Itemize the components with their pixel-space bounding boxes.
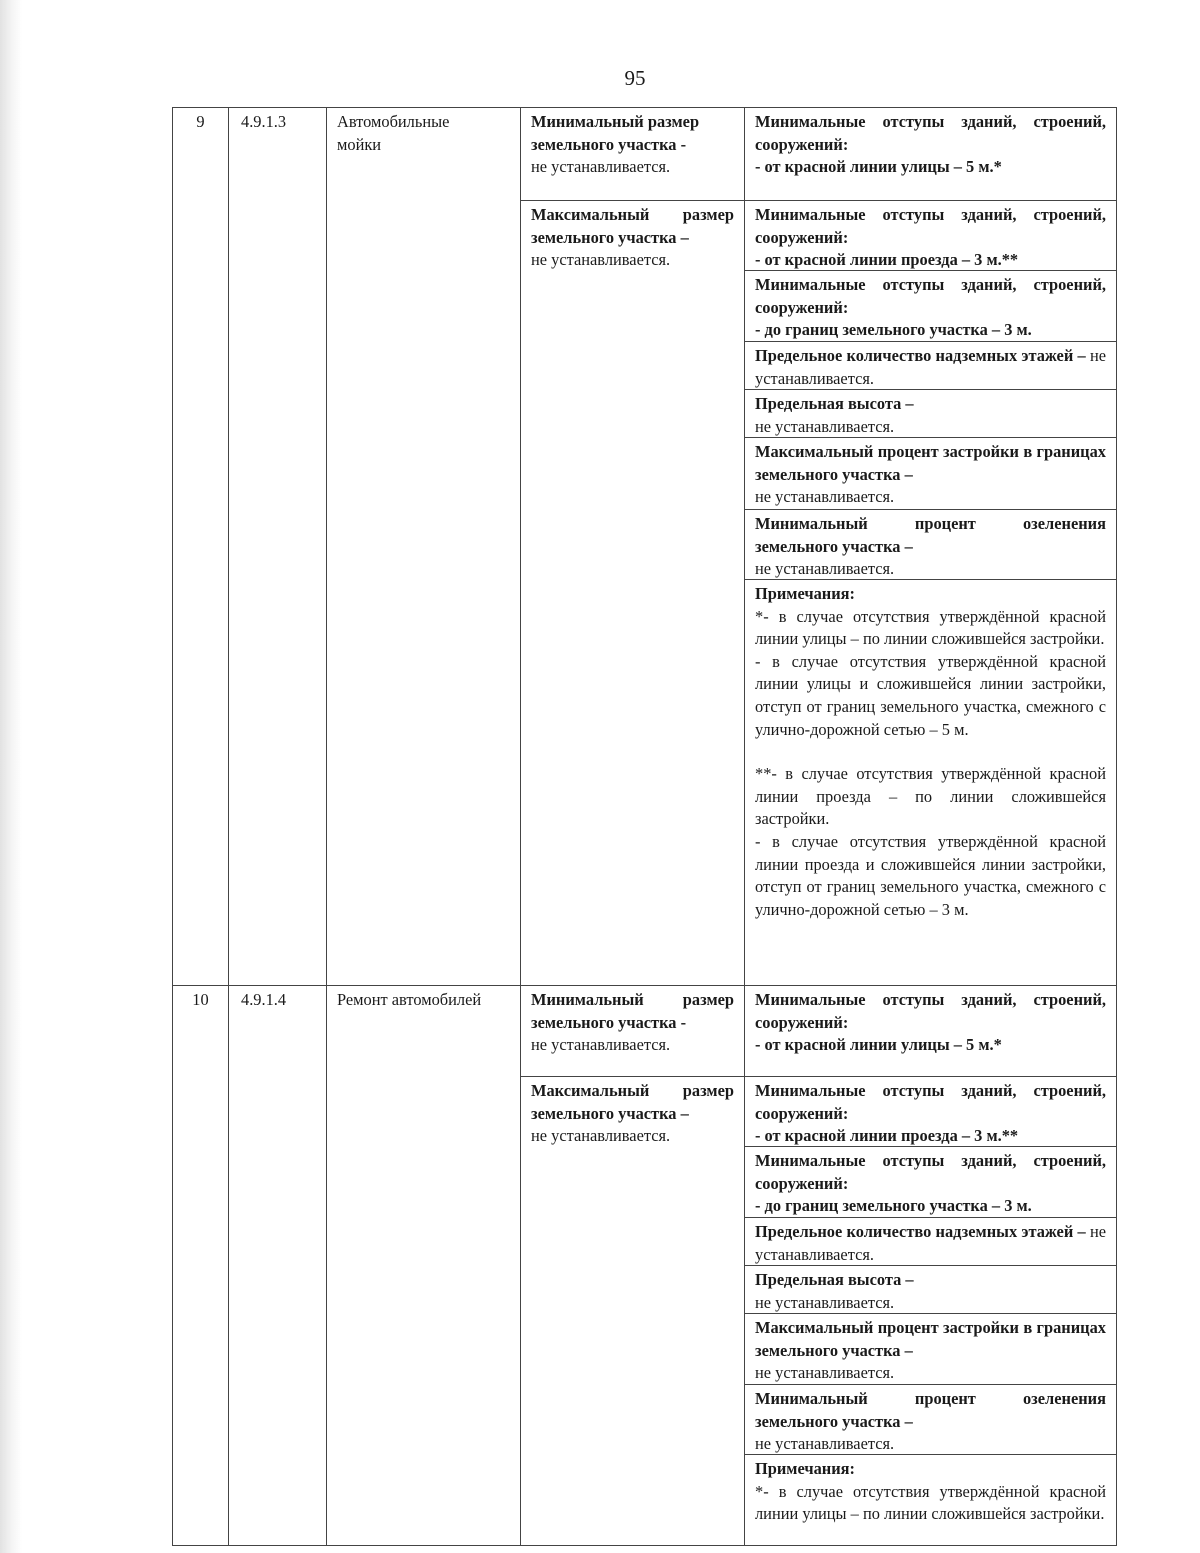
height-title: Предельная высота – — [755, 1270, 914, 1289]
greening-title: Минимальный процент озеленения земельного участка – — [755, 1389, 1106, 1431]
note-text: **- в случае отсутствия утверждённой красной линии проезда – по линии сложившейся застройки. — [755, 764, 1106, 829]
setback-value: - от красной линии проезда – 3 м.** — [755, 1126, 1019, 1146]
scan-edge — [0, 0, 22, 1553]
table-row — [173, 108, 1117, 201]
max-size-title: Максимальный размер земельного участка – — [531, 205, 734, 247]
setback-title: Минимальные отступы зданий, строений, сооружений: — [755, 1081, 1106, 1123]
floors-value: не устанавливается. — [755, 346, 1106, 388]
params-stack — [745, 201, 1117, 986]
setback-passage-cell — [745, 201, 1116, 271]
min-size-cell — [521, 108, 745, 201]
setback-passage-cell — [745, 1077, 1116, 1147]
height-title: Предельная высота – — [755, 394, 914, 413]
floors-cell — [745, 342, 1116, 390]
height-value: не устанавливается. — [755, 416, 895, 436]
greening-cell — [745, 1385, 1116, 1455]
max-size-cell — [521, 1077, 745, 1546]
max-size-value: не устанавливается. — [531, 250, 671, 270]
floors-value: не устанавливается. — [755, 1222, 1106, 1264]
min-size-value: не устанавливается. — [531, 157, 671, 177]
height-cell — [745, 1266, 1116, 1314]
max-size-title: Максимальный размер земельного участка – — [531, 1081, 734, 1123]
use-code: 4.9.1.4 — [229, 986, 327, 1546]
page-number: 95 — [624, 66, 646, 90]
setback-title: Минимальные отступы зданий, строений, сооружений: — [755, 990, 1106, 1032]
setback-value: - от красной линии проезда – 3 м.** — [755, 250, 1019, 270]
note-text: *- в случае отсутствия утверждённой красной линии улицы – по линии сложившейся застройки. — [755, 606, 1106, 649]
coverage-cell — [745, 438, 1116, 510]
min-size-value: не устанавливается. — [531, 1035, 671, 1055]
notes-cell — [745, 580, 1116, 985]
setback-value: - от красной линии улицы – 5 м.* — [755, 157, 1002, 177]
max-size-value: не устанавливается. — [531, 1126, 671, 1146]
floors-title: Предельное количество надземных этажей – не устанавливается. — [755, 1222, 1106, 1264]
greening-title: Минимальный процент озеленения земельного участка – — [755, 514, 1106, 556]
max-size-cell — [521, 201, 745, 986]
setback-title: Минимальные отступы зданий, строений, сооружений: — [755, 275, 1106, 317]
note-text: *- в случае отсутствия утверждённой красной линии улицы – по линии сложившейся застройки. — [755, 1481, 1106, 1524]
row-number: 10 — [173, 986, 229, 1546]
setback-title: Минимальные отступы зданий, строений, сооружений: — [755, 205, 1106, 247]
note-text: - в случае отсутствия утверждённой красной линии проезда и сложившейся линии застройки, отступ от границ земельного участка, смежного с улично-дорожной сетью – 3 м. — [755, 831, 1106, 919]
use-code: 4.9.1.3 — [229, 108, 327, 986]
min-size-cell — [521, 986, 745, 1077]
notes-title: Примечания: — [755, 584, 855, 603]
setback-value: - от красной линии улицы – 5 м.* — [755, 1035, 1002, 1055]
coverage-value: не устанавливается. — [755, 487, 895, 507]
use-name: Ремонт автомобилей — [327, 986, 521, 1546]
floors-cell — [745, 1218, 1116, 1266]
greening-value: не устанавливается. — [755, 559, 895, 579]
setback-boundary-cell — [745, 271, 1116, 342]
floors-title: Предельное количество надземных этажей – не устанавливается. — [755, 346, 1106, 388]
coverage-cell — [745, 1314, 1116, 1385]
greening-value: не устанавливается. — [755, 1434, 895, 1454]
height-cell — [745, 390, 1116, 438]
notes-cell — [745, 1455, 1116, 1545]
setback-value: - до границ земельного участка – 3 м. — [755, 320, 1032, 340]
height-value: не устанавливается. — [755, 1292, 895, 1312]
setback-street-cell — [745, 986, 1117, 1077]
setback-title: Минимальные отступы зданий, строений, сооружений: — [755, 112, 1106, 154]
params-stack — [745, 1077, 1117, 1546]
table-row — [173, 986, 1117, 1077]
use-name: Автомобильные мойки — [327, 108, 521, 986]
notes-title: Примечания: — [755, 1459, 855, 1478]
row-number: 9 — [173, 108, 229, 986]
zoning-regulations-table — [172, 107, 1117, 1546]
min-size-title: Минимальный размер земельного участка - — [531, 112, 700, 154]
coverage-title: Максимальный процент застройки в границах земельного участка – — [755, 442, 1106, 484]
setback-value: - до границ земельного участка – 3 м. — [755, 1196, 1032, 1216]
coverage-title: Максимальный процент застройки в границах земельного участка – — [755, 1318, 1106, 1360]
setback-street-cell — [745, 108, 1117, 201]
min-size-title: Минимальный размер земельного участка - — [531, 990, 734, 1032]
note-text: - в случае отсутствия утверждённой красной линии улицы и сложившейся линии застройки, отступ от границ земельного участка, смежного с улично-дорожной сетью – 5 м. — [755, 651, 1106, 739]
coverage-value: не устанавливается. — [755, 1363, 895, 1383]
setback-boundary-cell — [745, 1147, 1116, 1218]
setback-title: Минимальные отступы зданий, строений, сооружений: — [755, 1151, 1106, 1193]
greening-cell — [745, 510, 1116, 580]
